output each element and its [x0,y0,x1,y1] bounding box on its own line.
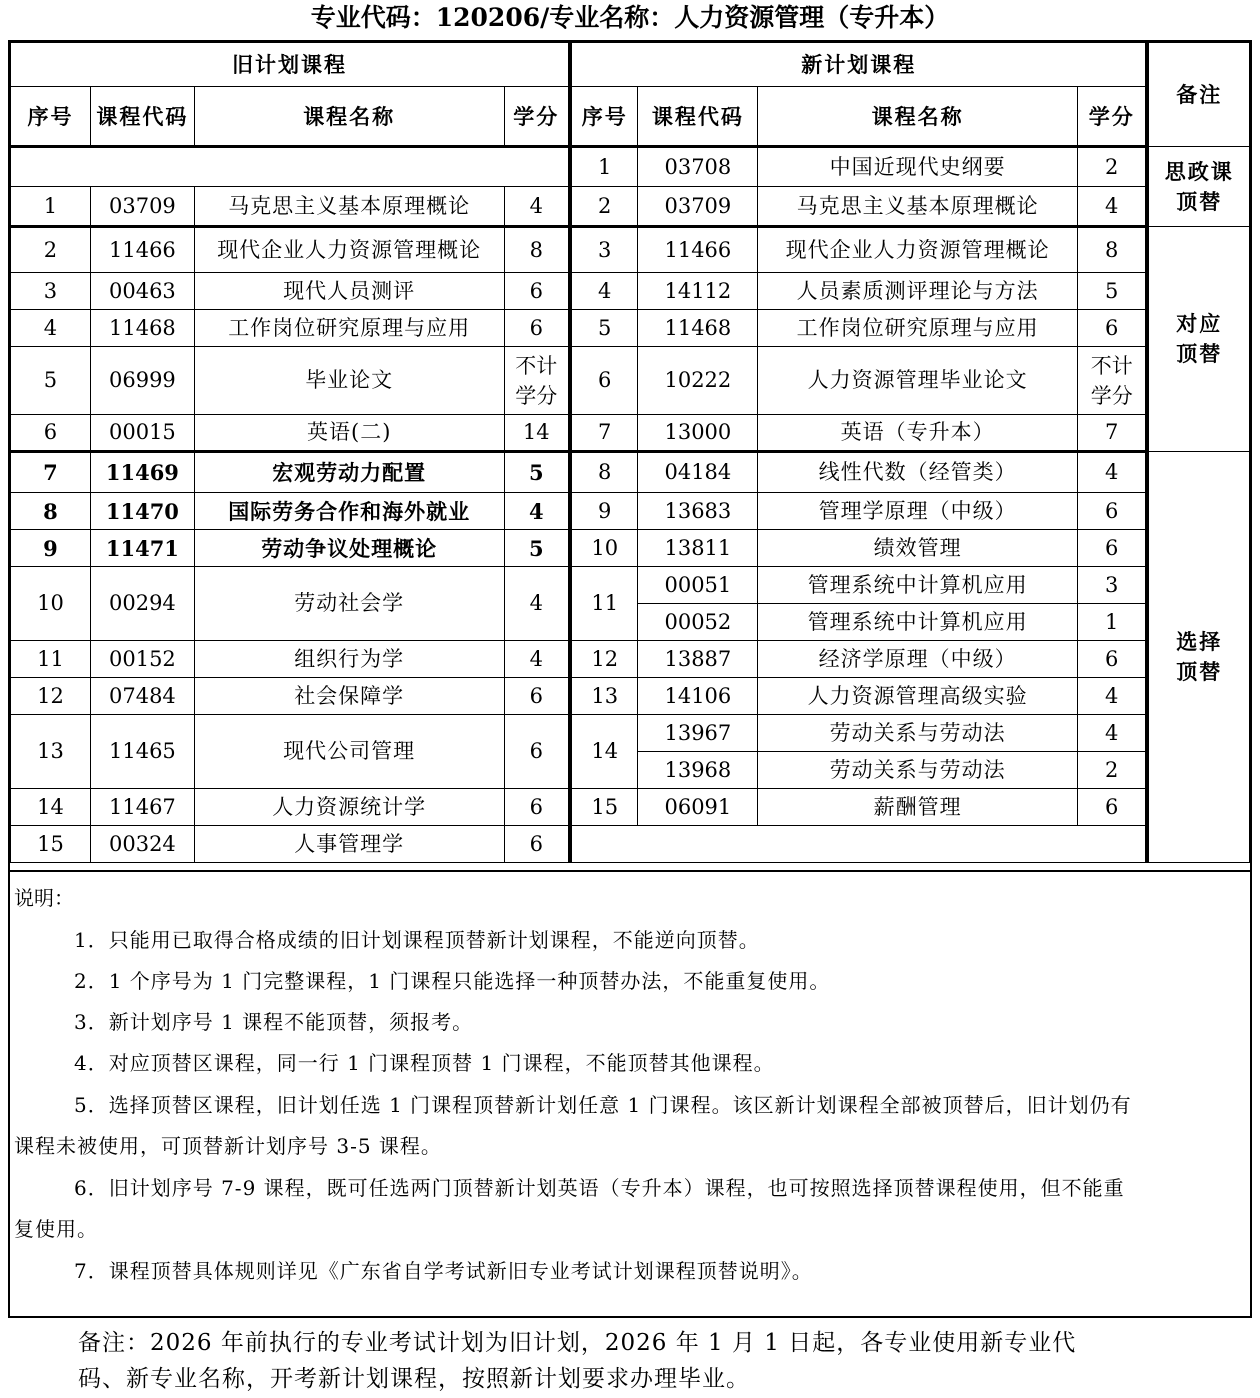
old-credit: 6 [504,826,570,863]
new-name: 管理系统中计算机应用 [758,567,1078,604]
new-name: 线性代数（经管类） [758,452,1078,493]
old-name: 毕业论文 [194,347,504,415]
new-name-header: 课程名称 [758,87,1078,147]
new-name: 人力资源管理毕业论文 [758,347,1078,415]
table-row [11,789,1250,826]
old-name: 社会保障学 [194,678,504,715]
new-seq: 1 [570,147,638,187]
new-seq: 10 [570,530,638,567]
new-code: 13967 [638,715,758,752]
old-name: 现代人员测评 [194,273,504,310]
new-code: 13000 [638,415,758,452]
new-name: 薪酬管理 [758,789,1078,826]
remark-corresponding: 对应顶替 [1147,227,1249,452]
new-credit: 6 [1077,493,1147,530]
new-seq: 15 [570,789,638,826]
old-code: 11469 [90,452,194,493]
new-name: 中国近现代史纲要 [758,147,1078,187]
old-code: 00152 [90,641,194,678]
note-2: 2．1 个序号为 1 门完整课程，1 门课程只能选择一种顶替办法，不能重复使用。 [74,969,831,993]
new-seq: 14 [570,715,638,789]
table-row [11,826,1250,863]
old-code: 00294 [90,567,194,641]
old-seq: 2 [11,227,91,273]
new-code-header: 课程代码 [638,87,758,147]
new-credit: 7 [1077,415,1147,452]
table-row [11,715,1250,752]
new-credit: 6 [1077,310,1147,347]
old-seq: 8 [11,493,91,530]
new-code: 03709 [638,187,758,227]
new-name: 马克思主义基本原理概论 [758,187,1078,227]
old-code: 06999 [90,347,194,415]
old-name: 人力资源统计学 [194,789,504,826]
new-seq: 6 [570,347,638,415]
new-name: 劳动关系与劳动法 [758,752,1078,789]
table-row [11,273,1250,310]
new-code: 14112 [638,273,758,310]
new-seq: 11 [570,567,638,641]
new-credit: 6 [1077,641,1147,678]
old-credit: 6 [504,715,570,789]
new-code: 00051 [638,567,758,604]
old-seq: 7 [11,452,91,493]
new-seq: 4 [570,273,638,310]
old-name: 马克思主义基本原理概论 [194,187,504,227]
old-code: 11466 [90,227,194,273]
table-row [11,567,1250,604]
note-4: 4．对应顶替区课程，同一行 1 门课程顶替 1 门课程，不能顶替其他课程。 [74,1051,775,1075]
remark-ideology: 思政课顶替 [1147,147,1249,227]
old-plan-header: 旧计划课程 [11,43,570,87]
new-credit: 2 [1077,752,1147,789]
old-code: 11471 [90,530,194,567]
old-name-header: 课程名称 [194,87,504,147]
new-name: 工作岗位研究原理与应用 [758,310,1078,347]
old-seq: 1 [11,187,91,227]
old-credit: 4 [504,641,570,678]
new-name: 人员素质测评理论与方法 [758,273,1078,310]
new-name: 英语（专升本） [758,415,1078,452]
new-name: 管理系统中计算机应用 [758,604,1078,641]
old-name: 劳动社会学 [194,567,504,641]
old-seq: 9 [11,530,91,567]
note-7: 7．课程顶替具体规则详见《广东省自学考试新旧专业考试计划课程顶替说明》。 [74,1259,813,1283]
table-row [11,310,1250,347]
new-code: 11466 [638,227,758,273]
old-code-header: 课程代码 [90,87,194,147]
new-seq: 7 [570,415,638,452]
new-credit: 6 [1077,789,1147,826]
new-credit-header: 学分 [1077,87,1147,147]
new-credit: 4 [1077,678,1147,715]
note-5: 5．选择顶替区课程，旧计划任选 1 门课程顶替新计划任意 1 门课程。该区新计划课程全部被顶替后，旧计划仍有 [74,1093,1132,1117]
new-credit: 不计学分 [1077,347,1147,415]
new-credit: 4 [1077,452,1147,493]
new-code: 06091 [638,789,758,826]
remark-header: 备注 [1147,43,1249,147]
old-name: 现代公司管理 [194,715,504,789]
old-code: 00324 [90,826,194,863]
new-credit: 4 [1077,187,1147,227]
old-name: 劳动争议处理概论 [194,530,504,567]
new-code: 11468 [638,310,758,347]
new-seq: 9 [570,493,638,530]
note-1: 1．只能用已取得合格成绩的旧计划课程顶替新计划课程，不能逆向顶替。 [74,928,760,952]
table-row [11,227,1250,273]
note-6: 6．旧计划序号 7-9 课程，既可任选两门顶替新计划英语（专升本）课程，也可按照选择顶替课程使用，但不能重 [74,1176,1125,1200]
course-replacement-table [10,42,1250,863]
table-row [11,530,1250,567]
table-row [11,415,1250,452]
old-credit: 4 [504,493,570,530]
new-code: 03708 [638,147,758,187]
old-name: 国际劳务合作和海外就业 [194,493,504,530]
old-credit: 5 [504,452,570,493]
old-code: 03709 [90,187,194,227]
new-name: 劳动关系与劳动法 [758,715,1078,752]
new-empty-cell [570,826,1147,863]
old-seq: 13 [11,715,91,789]
old-code: 07484 [90,678,194,715]
old-code: 11467 [90,789,194,826]
old-credit: 5 [504,530,570,567]
old-credit: 6 [504,678,570,715]
table-row [11,641,1250,678]
footer-line-2: 码、新专业名称，开考新计划课程，按照新计划要求办理毕业。 [78,1366,750,1392]
new-credit: 6 [1077,530,1147,567]
old-credit-header: 学分 [504,87,570,147]
new-credit: 5 [1077,273,1147,310]
footer-remark [78,1325,1198,1397]
new-seq: 13 [570,678,638,715]
old-seq: 11 [11,641,91,678]
old-code: 11465 [90,715,194,789]
table-row [11,347,1250,415]
new-name: 绩效管理 [758,530,1078,567]
old-credit: 6 [504,789,570,826]
old-seq: 10 [11,567,91,641]
old-seq: 5 [11,347,91,415]
course-table-frame [8,40,1252,1318]
footer-line-1: 备注：2026 年前执行的专业考试计划为旧计划，2026 年 1 月 1 日起，各专业使用新专业代 [78,1330,1077,1356]
old-seq: 4 [11,310,91,347]
old-name: 宏观劳动力配置 [194,452,504,493]
new-code: 14106 [638,678,758,715]
new-code: 00052 [638,604,758,641]
new-seq: 2 [570,187,638,227]
new-code: 13683 [638,493,758,530]
old-seq: 12 [11,678,91,715]
old-name: 工作岗位研究原理与应用 [194,310,504,347]
new-seq: 5 [570,310,638,347]
old-credit: 8 [504,227,570,273]
new-code: 13968 [638,752,758,789]
table-row [11,493,1250,530]
old-name: 组织行为学 [194,641,504,678]
new-seq-header: 序号 [570,87,638,147]
old-empty-cell [11,147,570,187]
new-name: 经济学原理（中级） [758,641,1078,678]
table-row [11,147,1250,187]
new-name: 人力资源管理高级实验 [758,678,1078,715]
new-seq: 8 [570,452,638,493]
old-seq: 15 [11,826,91,863]
old-name: 英语(二) [194,415,504,452]
new-plan-header: 新计划课程 [570,43,1147,87]
old-seq: 3 [11,273,91,310]
new-credit: 2 [1077,147,1147,187]
table-row [11,678,1250,715]
notes-section [10,870,1250,1316]
old-code: 11468 [90,310,194,347]
old-code: 11470 [90,493,194,530]
old-credit: 4 [504,187,570,227]
old-code: 00463 [90,273,194,310]
notes-label: 说明： [14,886,74,910]
old-credit: 6 [504,273,570,310]
old-name: 人事管理学 [194,826,504,863]
new-name: 现代企业人力资源管理概论 [758,227,1078,273]
new-code: 10222 [638,347,758,415]
remark-selection: 选择顶替 [1147,452,1249,863]
old-credit: 14 [504,415,570,452]
table-row [11,452,1250,493]
old-seq: 6 [11,415,91,452]
new-credit: 4 [1077,715,1147,752]
new-name: 管理学原理（中级） [758,493,1078,530]
new-credit: 8 [1077,227,1147,273]
old-name: 现代企业人力资源管理概论 [194,227,504,273]
note-3: 3．新计划序号 1 课程不能顶替，须报考。 [74,1010,474,1034]
new-credit: 1 [1077,604,1147,641]
old-seq-header: 序号 [11,87,91,147]
new-code: 13887 [638,641,758,678]
page-title: 专业代码：120206/专业名称：人力资源管理（专升本） [310,3,950,32]
old-credit: 6 [504,310,570,347]
new-code: 13811 [638,530,758,567]
new-seq: 3 [570,227,638,273]
new-credit: 3 [1077,567,1147,604]
old-credit: 4 [504,567,570,641]
table-row [11,187,1250,227]
note-5-cont: 课程未被使用，可顶替新计划序号 3-5 课程。 [14,1134,442,1158]
new-seq: 12 [570,641,638,678]
new-code: 04184 [638,452,758,493]
old-seq: 14 [11,789,91,826]
note-6-cont: 复使用。 [14,1217,98,1241]
old-code: 00015 [90,415,194,452]
old-credit: 不计学分 [504,347,570,415]
